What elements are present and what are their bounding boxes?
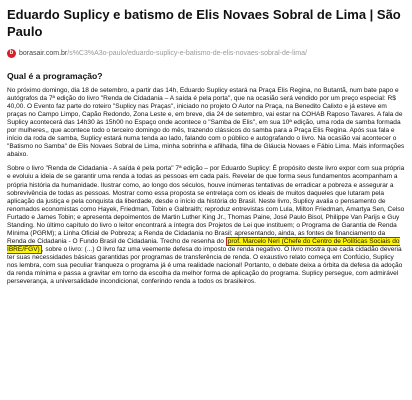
book-review-text: , sobre o livro: (...) O livro faz uma veemente defesa do imposto de renda negativo. O livro mostra que cada cidadão deveria ter suas necessidades básicas garantidas por programas de transferência de renda. O exaustivo relato começa em Confúcio, Suplicy nos lembra, com sua peculiar franqueza o programa já é uma realidade nacional! Portanto, o debate deixa a órbita da defesa da adoção da renda mínima e passa a gravitar em torno da escolha da melhor forma de aplicação do programa. Suplicy persegue, com admirável perseverança, a universalidade incondicional, conferindo renda a todos os brasileiros. — [7, 245, 403, 286]
section-heading: Qual é a programação? — [7, 71, 103, 81]
book-description — [7, 165, 405, 286]
source-url[interactable] — [7, 46, 405, 60]
page-title: Eduardo Suplicy e batismo de Elis Novaes Sobral de Lima | São Paulo — [7, 7, 401, 39]
highlighted-author-credit: prof. Marcelo Neri (Chefe do Centro de Políticas Sociais do IBRE/FGV) — [7, 237, 400, 253]
event-description: No próximo domingo, dia 18 de setembro, a partir das 14h, Eduardo Suplicy estará na Praça Elis Regina, no Butantã, num bate papo e autógrafos da 7ª edição do livro "Renda de Cidadania – A saída é pela porta", que na ocasião será vendido por um preço especial: R$ 40,00. O Evento faz parte do roteiro "Suplicy nas Praças", iniciado no projeto O Autor na Praça, na Benedito Calixto e já esteve em praças no Campo Limpo, Capão Redondo, Zona Leste e, em breve, dia 24 de setembro, vai estar na COHAB Raposo Tavares. A fala de Suplicy acontecerá das 14h30 às 15h00 no Espaço onde acontece o "Samba de Elis", em sua 10ª edição, uma roda de samba formada por mulheres,, que acontece todo o terceiro domingo do mês, trazendo clássicos do samba para a Praça Elis Regina. Após sua fala e início da roda de samba, Suplicy estará numa tenda ao lado, falando com o público e autografando o livro. Na ocasião vai acontecer o "Batismo no Samba" de Elis Novaes Sobral de Lima, minha sobrinha e afilhada, filha de Gláucia Novaes e Fábio Lima. Mais informações abaixo. — [7, 87, 405, 159]
borasair-logo-icon: b — [7, 49, 16, 58]
url-path[interactable]: /s%C3%A3o-paulo/eduardo-suplicy-e-batismo-de-elis-novaes-sobral-de-lima/ — [67, 49, 307, 57]
book-description-text: Sobre o livro "Renda de Cidadania - A saída é pela porta" 7ª edição – por Eduardo Suplicy: É propósito deste livro expor com sua própria e evoluiu a ideia de se garantir uma renda a todas as pessoas em cada país. Revelar de que forma seus fundamentos acompanham a própria história da humanidade. Ilustrar como, ao longo dos séculos, houve inúmeras tentativas de erradicar a pobreza e assegurar a sobrevivência de todas as pessoas. Mostrar como essa proposta se entrelaça com os ideais de muitos daqueles que lutaram pela aplicação da justiça e pela conquista da liberdade, desde o início da história do Brasil. Neste livro, Suplicy avalia o pensamento de renomados economistas como Hayek, Friedman, Tobin e Galbraith; reproduz entrevistas com Lula, Milton Friedman, Amartya Sen, Celso Furtado e James Tobin; e apresenta depoimentos de Martin Luther King Jr., Thomas Paine, José Paulo Bisol, Philippe Van Parijs e Guy Standing. No último capítulo do livro o leitor encontrará a íntegra dos Projetos de Lei que instituem; o Programa de Garantia de Renda Mínima (PGRM); a Linha Oficial de Pobreza; a Renda de Cidadania no Brasil; apresentando, ainda, as fontes de financiamento da Renda de Cidadania - O Fundo Brasil de Cidadania. Trecho de resenha do — [7, 165, 405, 245]
url-domain[interactable]: borasair.com.br — [19, 49, 68, 57]
